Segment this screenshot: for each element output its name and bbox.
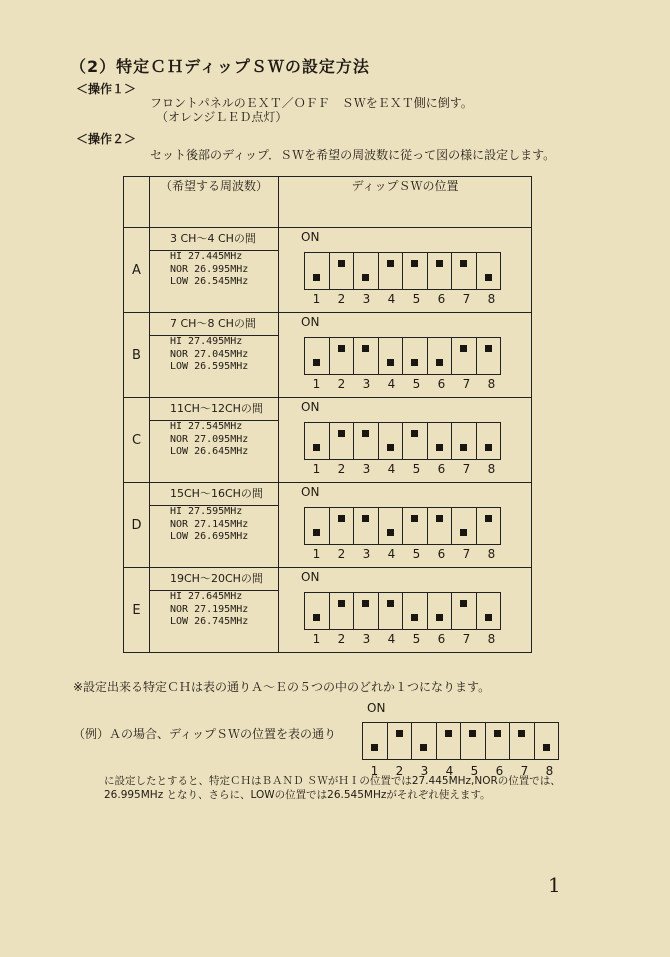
switch-knob-up — [338, 345, 345, 352]
switch-number-5: 5 — [412, 292, 421, 306]
dip-switch-3 — [354, 593, 379, 629]
switch-number-5: 5 — [412, 377, 421, 391]
switch-knob-up — [411, 430, 418, 437]
dip-switch-2 — [330, 593, 355, 629]
frequency-cell — [150, 228, 279, 313]
switch-number-2: 2 — [337, 462, 346, 476]
dip-switch-8 — [535, 723, 559, 759]
switch-knob-up — [362, 600, 369, 607]
freq-low: LOW 26.745MHz — [170, 616, 249, 627]
dip-switch-5 — [403, 593, 428, 629]
switch-numbers — [304, 547, 504, 561]
switch-knob-down — [460, 529, 467, 536]
switch-knob-up — [411, 260, 418, 267]
dip-switch-8 — [477, 508, 501, 544]
freq-nor: NOR 26.995MHz — [170, 263, 249, 275]
switch-number-7: 7 — [462, 547, 471, 561]
channel-range: 15CH～16CHの間 — [150, 483, 278, 506]
freq-hi: HI 27.445MHz — [170, 251, 243, 262]
dip-switch-8 — [477, 593, 501, 629]
switch-knob-down — [387, 529, 394, 536]
switch-number-1: 1 — [312, 547, 321, 561]
switch-number-6: 6 — [495, 764, 504, 778]
dip-switch-5 — [403, 253, 428, 289]
switch-knob-up — [445, 730, 452, 737]
switch-number-1: 1 — [370, 764, 379, 778]
freq-low: LOW 26.645MHz — [170, 446, 249, 457]
dip-switch-3 — [354, 508, 379, 544]
switch-number-4: 4 — [387, 547, 396, 561]
switch-knob-down — [411, 359, 418, 366]
switch-knob-up — [460, 260, 467, 267]
frequency-cell — [150, 568, 279, 653]
freq-hi: HI 27.545MHz — [170, 421, 243, 432]
on-label: ON — [301, 570, 320, 584]
switch-knob-up — [460, 345, 467, 352]
switch-knob-up — [411, 515, 418, 522]
dip-switch — [304, 592, 501, 630]
freq-nor: NOR 27.145MHz — [170, 518, 249, 530]
dip-switch-7 — [510, 723, 535, 759]
table-row — [124, 398, 532, 483]
switch-knob-down — [313, 359, 320, 366]
switch-number-6: 6 — [437, 377, 446, 391]
dip-switch — [304, 337, 501, 375]
row-letter: D — [124, 483, 150, 568]
row-letter: B — [124, 313, 150, 398]
dip-switch-5 — [403, 338, 428, 374]
dip-switch — [304, 507, 501, 545]
switch-number-4: 4 — [445, 764, 454, 778]
dip-switch-4 — [379, 423, 404, 459]
table-row — [124, 228, 532, 313]
row-letter: A — [124, 228, 150, 313]
switch-knob-down — [387, 444, 394, 451]
switch-numbers — [304, 292, 504, 306]
channel-range: 11CH～12CHの間 — [150, 398, 278, 421]
switch-knob-up — [460, 600, 467, 607]
switch-number-7: 7 — [462, 462, 471, 476]
dip-position-cell — [279, 398, 532, 483]
dip-switch-7 — [452, 338, 477, 374]
dip-switch-table — [123, 176, 532, 653]
dip-switch-4 — [379, 253, 404, 289]
row-letter: C — [124, 398, 150, 483]
switch-number-7: 7 — [462, 632, 471, 646]
switch-knob-up — [494, 730, 501, 737]
switch-knob-up — [485, 515, 492, 522]
operation-1-text: フロントパネルのＥＸＴ／ＯＦＦ ＳＷをＥＸＴ側に倒す。 — [150, 96, 473, 110]
freq-hi: HI 27.595MHz — [170, 506, 243, 517]
switch-numbers — [304, 632, 504, 646]
dip-switch-8 — [477, 253, 501, 289]
switch-number-5: 5 — [470, 764, 479, 778]
freq-nor: NOR 27.195MHz — [170, 603, 249, 615]
switch-knob-up — [485, 345, 492, 352]
row-letter: E — [124, 568, 150, 653]
dip-position-cell — [279, 313, 532, 398]
switch-knob-down — [460, 444, 467, 451]
switch-number-6: 6 — [437, 547, 446, 561]
switch-knob-down — [362, 274, 369, 281]
switch-knob-up — [338, 430, 345, 437]
dip-switch-7 — [452, 253, 477, 289]
switch-number-4: 4 — [387, 292, 396, 306]
switch-number-8: 8 — [487, 377, 496, 391]
dip-switch-1 — [305, 338, 330, 374]
switch-number-3: 3 — [362, 377, 371, 391]
switch-number-2: 2 — [395, 764, 404, 778]
switch-number-2: 2 — [337, 632, 346, 646]
dip-position-cell — [279, 228, 532, 313]
switch-number-1: 1 — [312, 462, 321, 476]
table-corner — [124, 177, 150, 228]
operation-1-label: ＜操作１＞ — [76, 82, 137, 96]
example-on-label: ON — [367, 701, 386, 715]
switch-number-7: 7 — [462, 292, 471, 306]
example-label: （例）Ａの場合、ディップＳＷの位置を表の通り — [73, 727, 337, 741]
switch-number-2: 2 — [337, 547, 346, 561]
channel-range: 7 CH～8 CHの間 — [150, 313, 278, 336]
frequency-cell — [150, 483, 279, 568]
switch-knob-up — [362, 515, 369, 522]
dip-switch-2 — [330, 338, 355, 374]
example-dip-switch — [362, 722, 559, 760]
switch-knob-up — [518, 730, 525, 737]
freq-low: LOW 26.695MHz — [170, 531, 249, 542]
dip-switch-7 — [452, 508, 477, 544]
switch-number-2: 2 — [337, 292, 346, 306]
dip-switch-4 — [379, 338, 404, 374]
switch-number-4: 4 — [387, 632, 396, 646]
switch-knob-up — [338, 600, 345, 607]
dip-switch-4 — [437, 723, 462, 759]
dip-switch-3 — [412, 723, 437, 759]
dip-switch-6 — [428, 593, 453, 629]
header-dip-switch-position: ディップＳＷの位置 — [279, 177, 532, 228]
dip-switch-8 — [477, 423, 501, 459]
channel-range: 3 CH～4 CHの間 — [150, 228, 278, 251]
switch-numbers — [304, 377, 504, 391]
switch-number-4: 4 — [387, 462, 396, 476]
dip-switch-1 — [305, 423, 330, 459]
switch-number-8: 8 — [487, 632, 496, 646]
switch-knob-down — [387, 359, 394, 366]
switch-knob-up — [436, 260, 443, 267]
freq-nor: NOR 27.045MHz — [170, 348, 249, 360]
switch-number-3: 3 — [362, 632, 371, 646]
switch-number-8: 8 — [545, 764, 554, 778]
switch-knob-down — [313, 274, 320, 281]
switch-number-7: 7 — [520, 764, 529, 778]
switch-number-6: 6 — [437, 632, 446, 646]
switch-knob-down — [485, 444, 492, 451]
dip-switch-5 — [403, 508, 428, 544]
switch-number-1: 1 — [312, 377, 321, 391]
dip-switch — [304, 422, 501, 460]
header-desired-frequency: （希望する周波数） — [150, 177, 279, 228]
freq-nor: NOR 27.095MHz — [170, 433, 249, 445]
switch-number-8: 8 — [487, 292, 496, 306]
switch-number-3: 3 — [362, 292, 371, 306]
switch-knob-down — [411, 614, 418, 621]
switch-number-4: 4 — [387, 377, 396, 391]
on-label: ON — [301, 400, 320, 414]
page-title: （2）特定ＣＨディップＳＷの設定方法 — [70, 57, 370, 76]
switch-knob-up — [469, 730, 476, 737]
switch-knob-down — [485, 274, 492, 281]
operation-2-label: ＜操作２＞ — [76, 132, 137, 146]
switch-number-1: 1 — [312, 632, 321, 646]
on-label: ON — [301, 485, 320, 499]
table-row — [124, 313, 532, 398]
dip-switch-6 — [428, 508, 453, 544]
dip-switch-3 — [354, 423, 379, 459]
on-label: ON — [301, 315, 320, 329]
switch-knob-up — [387, 600, 394, 607]
switch-knob-down — [371, 744, 378, 751]
table-row — [124, 568, 532, 653]
switch-knob-down — [436, 444, 443, 451]
switch-number-1: 1 — [312, 292, 321, 306]
channel-range: 19CH～20CHの間 — [150, 568, 278, 591]
dip-switch-6 — [428, 338, 453, 374]
dip-switch-7 — [452, 593, 477, 629]
dip-position-cell — [279, 568, 532, 653]
operation-2-text: セット後部のディップ．ＳＷを希望の周波数に従って図の様に設定します。 — [150, 148, 556, 162]
switch-numbers — [304, 462, 504, 476]
switch-knob-up — [338, 515, 345, 522]
dip-switch-6 — [428, 253, 453, 289]
switch-knob-up — [362, 345, 369, 352]
switch-knob-down — [436, 359, 443, 366]
dip-switch — [304, 252, 501, 290]
dip-switch-1 — [305, 508, 330, 544]
dip-switch-8 — [477, 338, 501, 374]
switch-knob-up — [436, 515, 443, 522]
dip-switch-2 — [330, 508, 355, 544]
dip-switch-2 — [330, 253, 355, 289]
page-number: 1 — [548, 873, 561, 897]
dip-switch-3 — [354, 253, 379, 289]
switch-number-3: 3 — [362, 462, 371, 476]
dip-switch-4 — [379, 508, 404, 544]
switch-knob-up — [338, 260, 345, 267]
dip-switch-1 — [305, 593, 330, 629]
switch-knob-down — [313, 614, 320, 621]
on-label: ON — [301, 230, 320, 244]
freq-low: LOW 26.595MHz — [170, 361, 249, 372]
freq-low: LOW 26.545MHz — [170, 276, 249, 287]
example-description: に設定したとすると、特定ＣＨはＢＡＮＤ ＳＷがＨＩの位置では27.445MHz,NORの位置では、26.995MHz となり、さらに、LOWの位置では26.545MHzがそれぞれ使えます。 — [104, 775, 561, 801]
switch-knob-up — [362, 430, 369, 437]
settable-channel-note: ※設定出来る特定ＣＨは表の通りＡ～Ｅの５つの中のどれか１つになります。 — [73, 680, 491, 694]
switch-number-8: 8 — [487, 547, 496, 561]
dip-switch-1 — [305, 253, 330, 289]
switch-knob-up — [396, 730, 403, 737]
operation-1-note: （オレンジＬＥＤ点灯） — [156, 110, 288, 124]
switch-knob-down — [313, 444, 320, 451]
dip-switch-6 — [486, 723, 511, 759]
switch-knob-down — [313, 529, 320, 536]
switch-number-6: 6 — [437, 462, 446, 476]
switch-number-3: 3 — [420, 764, 429, 778]
frequency-cell — [150, 398, 279, 483]
dip-switch-1 — [363, 723, 388, 759]
frequency-cell — [150, 313, 279, 398]
switch-number-8: 8 — [487, 462, 496, 476]
dip-switch-2 — [330, 423, 355, 459]
dip-switch-7 — [452, 423, 477, 459]
switch-knob-down — [420, 744, 427, 751]
switch-knob-down — [436, 614, 443, 621]
dip-switch-2 — [388, 723, 413, 759]
freq-hi: HI 27.645MHz — [170, 591, 243, 602]
switch-knob-down — [543, 744, 550, 751]
dip-switch-5 — [403, 423, 428, 459]
freq-hi: HI 27.495MHz — [170, 336, 243, 347]
dip-switch-5 — [461, 723, 486, 759]
dip-switch-6 — [428, 423, 453, 459]
switch-number-7: 7 — [462, 377, 471, 391]
switch-number-2: 2 — [337, 377, 346, 391]
dip-switch-4 — [379, 593, 404, 629]
switch-number-5: 5 — [412, 547, 421, 561]
switch-knob-up — [387, 260, 394, 267]
table-row — [124, 483, 532, 568]
dip-position-cell — [279, 483, 532, 568]
dip-switch-3 — [354, 338, 379, 374]
switch-number-6: 6 — [437, 292, 446, 306]
switch-number-3: 3 — [362, 547, 371, 561]
switch-number-5: 5 — [412, 632, 421, 646]
switch-number-5: 5 — [412, 462, 421, 476]
switch-knob-down — [485, 614, 492, 621]
